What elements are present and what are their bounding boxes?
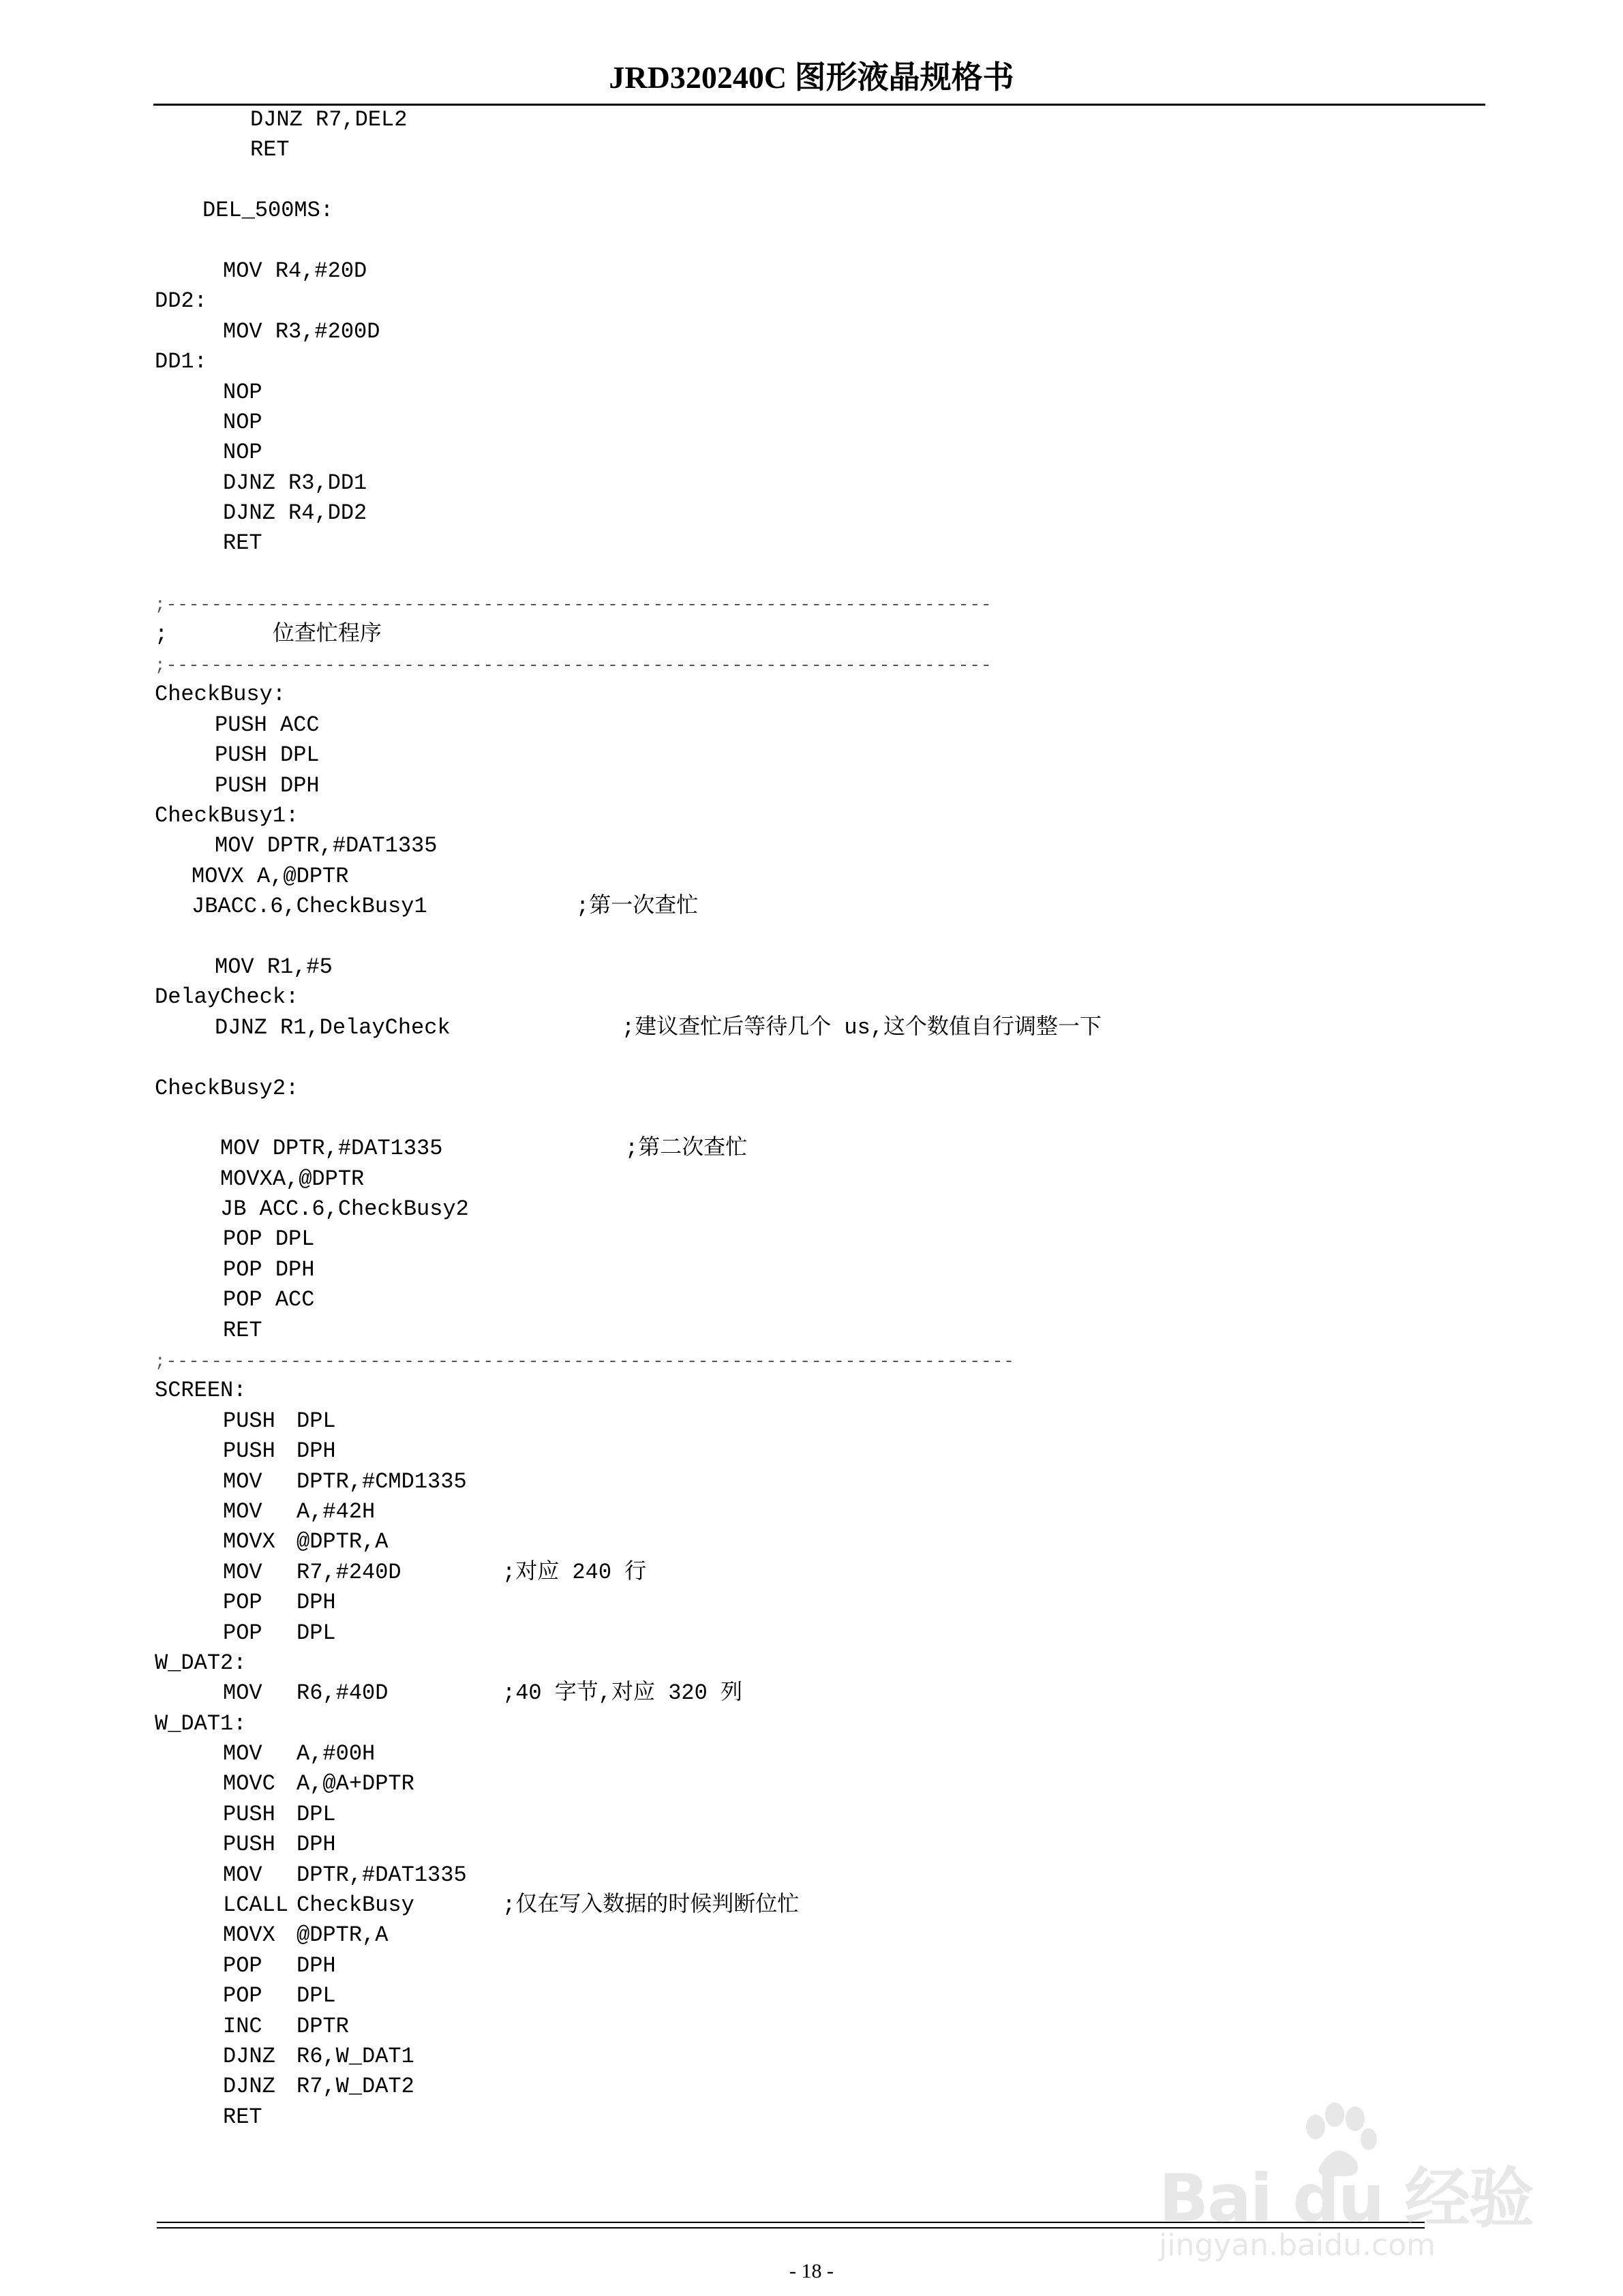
code-line [155,1164,1450,1194]
code-label: DD1: [155,349,207,375]
code-line [155,589,1450,619]
code-instruction: NOP [223,440,262,466]
code-line [155,1436,1450,1466]
code-line [155,801,1450,831]
code-label: DD2: [155,288,207,314]
code-line [155,1134,1450,1164]
code-line [155,1951,1450,1981]
code-line [155,892,1450,922]
code-line [155,2012,1450,2042]
code-instruction: MOVX [223,1922,275,1948]
code-instruction: POP ACC [223,1287,315,1313]
code-line [155,862,1450,892]
code-line [155,408,1450,438]
code-line [155,1769,1450,1799]
code-comment: ;仅在写入数据的时候判断位忙 [502,1892,800,1918]
code-operand: DPH [297,1952,336,1978]
code-label: CheckBusy: [155,682,286,708]
code-line [155,982,1450,1012]
code-line [155,347,1450,377]
code-line [155,831,1450,861]
code-line [155,1588,1450,1618]
code-instruction: INC [223,2013,262,2039]
code-comment: ;建议查忙后等待几个 us,这个数值自行调整一下 [622,1014,1102,1040]
code-operand: A,#00H [297,1741,376,1767]
code-line [155,1739,1450,1769]
code-instruction: DJNZ R7,DEL2 [250,107,408,132]
code-instruction: MOV R4,#20D [223,258,367,284]
code-comment: ;第二次查忙 [625,1136,748,1162]
code-label: ; 位查忙程序 [155,621,382,647]
code-line [155,740,1450,770]
code-operand: DPL [297,1408,336,1434]
code-operand: DPTR,#DAT1335 [297,1862,467,1888]
code-line [155,1558,1450,1588]
code-line [155,1074,1450,1104]
code-instruction: NOP [223,379,262,405]
code-instruction: MOV [223,1468,262,1494]
code-line [155,1981,1450,2011]
page-title: JRD320240C 图形液晶规格书 [609,60,1014,95]
code-instruction: DJNZ R4,DD2 [223,500,367,526]
code-line [155,1255,1450,1285]
code-instruction: MOV R3,#200D [223,318,380,344]
code-instruction: RET [223,2104,262,2130]
code-label: DEL_500MS: [202,198,334,224]
code-line [155,1224,1450,1254]
code-operand: R6,#40D [297,1680,389,1706]
code-line [155,1285,1450,1315]
code-operand: DPL [297,1983,336,2009]
code-line [155,1346,1450,1376]
code-line [155,922,1450,952]
code-instruction: MOV DPTR,#DAT1335 [220,1136,443,1162]
watermark-site: jingyan.baidu.com [1159,2228,1436,2263]
code-line [155,226,1450,256]
code-line [155,378,1450,408]
code-line [155,135,1450,165]
code-instruction: MOVX A,@DPTR [192,863,349,889]
code-line [155,1830,1450,1860]
code-line [155,1497,1450,1527]
watermark-brand: Bai du 经验 [1159,2160,1533,2237]
code-operand: A,#42H [297,1498,376,1524]
code-instruction: POP [223,1983,262,2009]
code-label: CheckBusy2: [155,1075,299,1101]
code-instruction: MOVXA,@DPTR [220,1166,365,1192]
code-operand: DPH [297,1438,336,1464]
code-line [155,468,1450,498]
code-operand: DPH [297,1832,336,1858]
code-instruction: DJNZ [223,2044,275,2069]
code-instruction: POP DPL [223,1226,315,1252]
separator-line: ;--------------------------------------------------------------------------- [155,1351,1015,1372]
page-number: - 18 - [789,2260,834,2282]
code-instruction: MOVC [223,1771,275,1797]
code-line [155,2042,1450,2072]
separator-line: ;------------------------------------------------------------------------- [155,655,992,676]
code-line [155,1013,1450,1043]
code-instruction: RET [223,1317,262,1343]
code-line [155,498,1450,528]
code-instruction: JB ACC.6,CheckBusy2 [220,1196,469,1222]
code-instruction: PUSH DPH [215,772,320,798]
code-line [155,1890,1450,1920]
code-instruction: POP [223,1590,262,1616]
code-comment: ;对应 240 行 [502,1559,647,1585]
code-line [155,620,1450,650]
code-instruction: PUSH [223,1801,275,1827]
code-instruction: DJNZ R3,DD1 [223,470,367,496]
code-instruction: PUSH [223,1832,275,1858]
code-line [155,650,1450,680]
code-instruction: RET [223,530,262,556]
code-operand: DPH [297,1590,336,1616]
code-line [155,710,1450,740]
code-instruction: NOP [223,409,262,435]
code-line [155,1104,1450,1134]
code-listing [155,105,1450,2132]
code-operand: DPL [297,1801,336,1827]
code-operand: DPL [297,1620,336,1646]
code-instruction: DJNZ R1,DelayCheck [215,1014,451,1040]
code-line [155,1678,1450,1708]
code-line [155,196,1450,226]
code-line [155,952,1450,982]
code-instruction: RET [250,137,290,163]
code-instruction: MOV [223,1862,262,1888]
code-line [155,2072,1450,2102]
code-line [155,286,1450,316]
code-instruction: PUSH [223,1408,275,1434]
code-line [155,1800,1450,1830]
code-line [155,105,1450,135]
code-comment: ;第一次查忙 [576,894,699,920]
code-instruction: PUSH DPL [215,742,320,768]
code-line [155,166,1450,196]
code-line [155,1043,1450,1073]
code-instruction: MOV DPTR,#DAT1335 [215,833,438,859]
code-line [155,528,1450,558]
code-line [155,1467,1450,1497]
code-operand: R7,W_DAT2 [297,2074,414,2100]
code-instruction: PUSH ACC [215,712,320,738]
code-line [155,1376,1450,1406]
code-line [155,1618,1450,1648]
code-operand: @DPTR,A [297,1922,389,1948]
code-label: W_DAT2: [155,1650,247,1676]
separator-line: ;------------------------------------------------------------------------- [155,594,992,616]
code-line [155,1406,1450,1436]
code-line [155,559,1450,589]
code-operand: CheckBusy [297,1892,414,1918]
code-instruction: DJNZ [223,2074,275,2100]
code-instruction: POP [223,1620,262,1646]
code-label: SCREEN: [155,1378,247,1404]
code-operand: DPTR [297,2013,349,2039]
code-instruction: JBACC.6,CheckBusy1 [192,894,427,920]
code-instruction: MOV [223,1680,262,1706]
code-operand: A,@A+DPTR [297,1771,414,1797]
code-comment: ;40 字节,对应 320 列 [502,1680,743,1706]
code-instruction: MOV [223,1741,262,1767]
baidu-watermark [1159,2100,1541,2263]
code-label: CheckBusy1: [155,802,299,828]
code-line [155,256,1450,286]
code-line [155,680,1450,710]
code-instruction: MOV [223,1559,262,1585]
code-line [155,1194,1450,1224]
code-line [155,1527,1450,1557]
code-operand: DPTR,#CMD1335 [297,1468,467,1494]
code-line [155,1648,1450,1678]
code-instruction: MOV [223,1498,262,1524]
code-instruction: MOV R1,#5 [215,954,333,980]
code-line [155,1316,1450,1346]
code-operand: @DPTR,A [297,1529,389,1555]
code-instruction: POP DPH [223,1256,315,1282]
code-label: W_DAT1: [155,1710,247,1736]
code-instruction: POP [223,1952,262,1978]
code-instruction: MOVX [223,1529,275,1555]
code-line [155,1860,1450,1890]
code-line [155,1709,1450,1739]
code-line [155,317,1450,347]
code-line [155,771,1450,801]
code-instruction: LCALL [223,1892,289,1918]
code-line [155,1920,1450,1950]
code-line [155,438,1450,468]
code-instruction: PUSH [223,1438,275,1464]
code-label: DelayCheck: [155,984,299,1010]
code-operand: R7,#240D [297,1559,401,1585]
code-operand: R6,W_DAT1 [297,2044,414,2069]
